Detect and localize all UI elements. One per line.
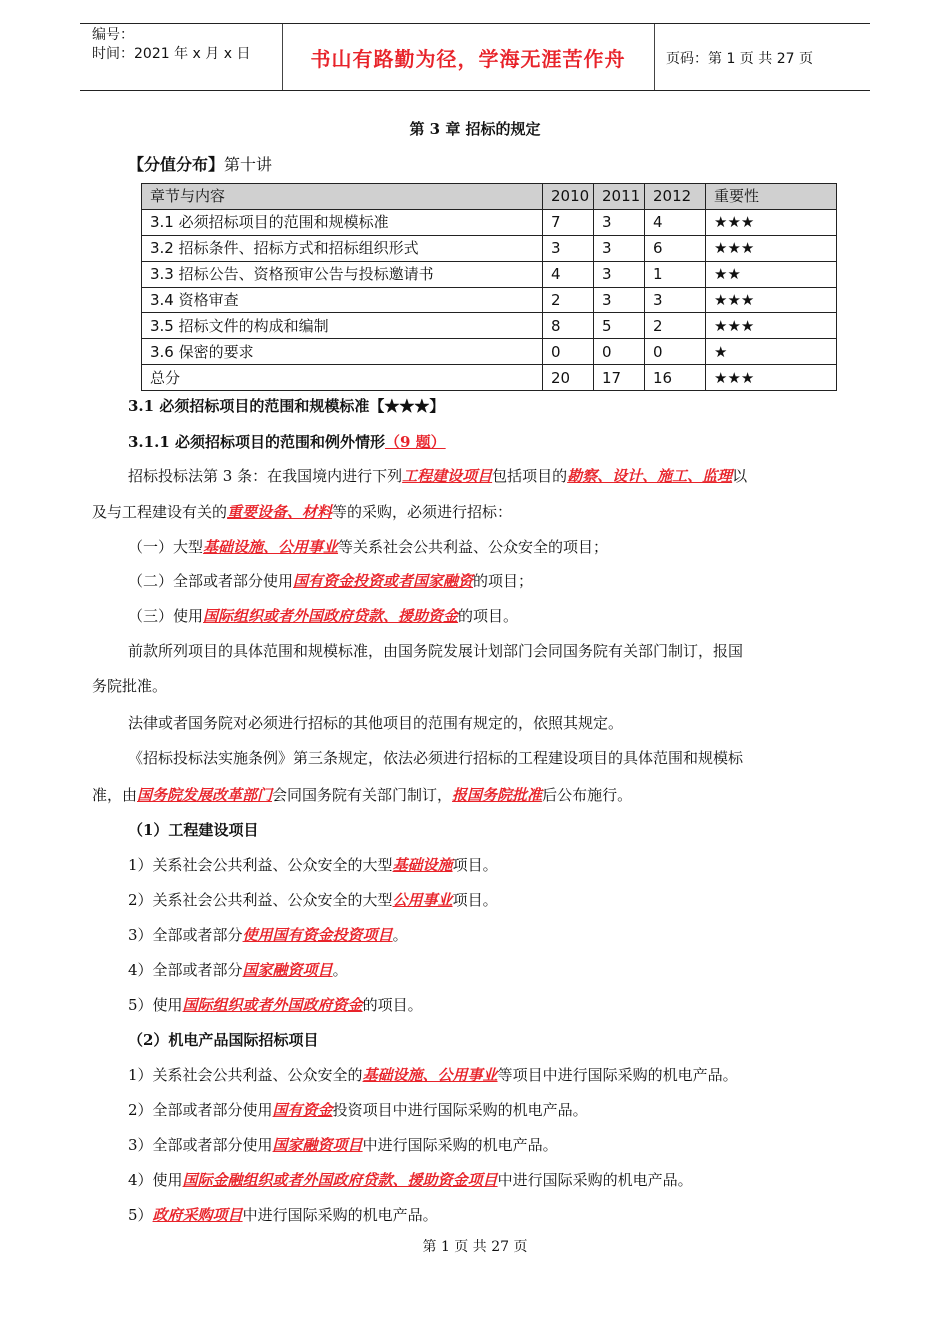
text-run: 等的采购，必须进行招标： (332, 503, 513, 521)
highlight-text: 国际金融组织或者外国政府贷款、援助资金项目 (182, 1171, 498, 1189)
list-item (128, 995, 423, 1015)
table-cell: 7 (543, 209, 594, 235)
table-header-row (142, 184, 837, 210)
table-row (142, 339, 837, 365)
highlight-text: 勘察、设计、施工、监理 (567, 467, 733, 485)
table-row (142, 261, 837, 287)
text-run: 4）全部或者部分 (128, 961, 243, 979)
table-row (142, 235, 837, 261)
table-cell: 0 (594, 339, 645, 365)
table-cell: 3.1 必须招标项目的范围和规模标准 (142, 209, 543, 235)
table-cell: 1 (645, 261, 706, 287)
text-run: （三）使用 (128, 607, 204, 625)
table-cell: 3 (594, 209, 645, 235)
text-run: 中进行国际采购的机电产品。 (242, 1206, 438, 1224)
text-run: 中进行国际采购的机电产品。 (362, 1136, 558, 1154)
table-header-cell: 2010 (543, 184, 594, 210)
table-cell: 17 (594, 365, 645, 391)
text-run: 会同国务院有关部门制订， (272, 786, 453, 804)
table-header-cell: 2012 (645, 184, 706, 210)
paragraph-law-article-3 (128, 466, 747, 486)
subsection-heading: （1）工程建设项目 (128, 821, 259, 839)
highlight-text: 国家融资项目 (272, 1136, 363, 1154)
table-cell: 0 (543, 339, 594, 365)
table-cell: 3.6 保密的要求 (142, 339, 543, 365)
highlight-text: 政府采购项目 (152, 1206, 243, 1224)
section-heading-3-1: 3.1 必须招标项目的范围和规模标准【★★★】 (128, 397, 445, 415)
table-row (142, 287, 837, 313)
list-item (128, 925, 408, 945)
list-item (128, 1170, 693, 1190)
table-row (142, 313, 837, 339)
highlight-text: 基础设施 (392, 856, 453, 874)
table-cell: 3.4 资格审查 (142, 287, 543, 313)
paragraph-line: 前款所列项目的具体范围和规模标准，由国务院发展计划部门会同国务院有关部门制订，报国 (128, 642, 744, 660)
header-top-rule (80, 23, 870, 24)
table-cell: 3.3 招标公告、资格预审公告与投标邀请书 (142, 261, 543, 287)
list-item (128, 890, 498, 910)
list-item (128, 606, 518, 626)
paragraph-line: 《招标投标法实施条例》第三条规定，依法必须进行招标的工程建设项目的具体范围和规模标 (128, 749, 744, 767)
doc-time-label: 时间：2021 年 x 月 x 日 (92, 46, 251, 62)
header-meta (92, 26, 250, 64)
table-cell: ★ (706, 339, 837, 365)
table-cell: ★★★ (706, 313, 837, 339)
table-cell: 3.2 招标条件、招标方式和招标组织形式 (142, 235, 543, 261)
table-header-cell: 2011 (594, 184, 645, 210)
table-cell: 4 (645, 209, 706, 235)
text-run: 3）全部或者部分 (128, 926, 243, 944)
text-run: 的项目。 (362, 996, 423, 1014)
table-row-total (142, 365, 837, 391)
highlight-text: 工程建设项目 (402, 467, 493, 485)
score-text: 第十讲 (224, 155, 273, 174)
score-distribution (128, 152, 272, 175)
text-run: 以 (732, 467, 748, 485)
table-cell: 5 (594, 313, 645, 339)
table-cell: 6 (645, 235, 706, 261)
doc-number-label: 编号： (92, 27, 134, 43)
paragraph-line (92, 502, 512, 522)
table-cell: ★★ (706, 261, 837, 287)
list-item (128, 855, 498, 875)
score-table (141, 183, 837, 391)
table-cell: 总分 (142, 365, 543, 391)
text-run: （二）全部或者部分使用 (128, 572, 294, 590)
chapter-title: 第 3 章 招标的规定 (409, 120, 541, 138)
text-run: 5）使用 (128, 996, 183, 1014)
table-cell: 2 (645, 313, 706, 339)
text-run: 中进行国际采购的机电产品。 (497, 1171, 693, 1189)
text-run: 5） (128, 1206, 153, 1224)
table-cell: 16 (645, 365, 706, 391)
highlight-text: 基础设施、公用事业 (362, 1066, 498, 1084)
text-run: 。 (392, 926, 408, 944)
list-item (128, 1205, 438, 1225)
table-row (142, 209, 837, 235)
header-page-label: 页码：第 1 页 共 27 页 (666, 51, 813, 67)
table-cell: 3 (645, 287, 706, 313)
highlight-text: 基础设施、公用事业 (203, 538, 339, 556)
list-item (128, 1100, 588, 1120)
paragraph-line (92, 785, 632, 805)
text-run: （一）大型 (128, 538, 204, 556)
text-run: 2）全部或者部分使用 (128, 1101, 273, 1119)
header-bottom-rule (80, 90, 870, 91)
list-item (128, 571, 533, 591)
list-item (128, 1135, 558, 1155)
text-run: 项目。 (452, 891, 498, 909)
header-motto: 书山有路勤为径，学海无涯苦作舟 (310, 47, 626, 71)
table-cell: 20 (543, 365, 594, 391)
header-divider-right (654, 24, 655, 90)
text-run: 投资项目中进行国际采购的机电产品。 (332, 1101, 588, 1119)
table-cell: 2 (543, 287, 594, 313)
highlight-text: 国有资金投资或者国家融资 (293, 572, 474, 590)
text-run: 等项目中进行国际采购的机电产品。 (497, 1066, 738, 1084)
text-run: 项目。 (452, 856, 498, 874)
text-run: 2）关系社会公共利益、公众安全的大型 (128, 891, 393, 909)
table-cell: 3 (594, 261, 645, 287)
table-cell: 8 (543, 313, 594, 339)
list-item (128, 537, 608, 557)
table-cell: 3 (594, 287, 645, 313)
table-cell: 3.5 招标文件的构成和编制 (142, 313, 543, 339)
highlight-text: 使用国有资金投资项目 (242, 926, 393, 944)
highlight-text: 报国务院批准 (452, 786, 543, 804)
paragraph-line: 务院批准。 (92, 677, 168, 695)
score-label: 【分值分布】 (128, 155, 225, 174)
text-run: 4）使用 (128, 1171, 183, 1189)
highlight-text: 国务院发展改革部门 (137, 786, 273, 804)
page-footer: 第 1 页 共 27 页 (422, 1239, 528, 1255)
text-run: 包括项目的 (492, 467, 568, 485)
table-header-cell: 重要性 (706, 184, 837, 210)
subsection-heading: （2）机电产品国际招标项目 (128, 1031, 319, 1049)
text-run: 3）全部或者部分使用 (128, 1136, 273, 1154)
table-cell: 3 (594, 235, 645, 261)
section-heading-3-1-1 (128, 432, 446, 452)
text-run: 招标投标法第 3 条：在我国境内进行下列 (128, 467, 403, 485)
text-run: 的项目； (473, 572, 534, 590)
highlight-text: 国家融资项目 (242, 961, 333, 979)
list-item (128, 960, 348, 980)
text-run: 1）关系社会公共利益、公众安全的大型 (128, 856, 393, 874)
text-run: 的项目。 (458, 607, 519, 625)
text-run: 后公布施行。 (542, 786, 633, 804)
table-cell: 4 (543, 261, 594, 287)
question-count-note: （9 题） (384, 433, 446, 451)
list-item (128, 1065, 738, 1085)
highlight-text: 公用事业 (392, 891, 453, 909)
highlight-text: 国际组织或者外国政府贷款、援助资金 (203, 607, 459, 625)
text-run: 准，由 (92, 786, 138, 804)
table-cell: ★★★ (706, 235, 837, 261)
text-run: 等关系社会公共利益、公众安全的项目； (338, 538, 609, 556)
text-run: 。 (332, 961, 348, 979)
table-cell: 0 (645, 339, 706, 365)
paragraph-line: 法律或者国务院对必须进行招标的其他项目的范围有规定的，依照其规定。 (128, 714, 624, 732)
table-cell: ★★★ (706, 365, 837, 391)
table-cell: ★★★ (706, 287, 837, 313)
text-run: 1）关系社会公共利益、公众安全的 (128, 1066, 363, 1084)
highlight-text: 国有资金 (272, 1101, 333, 1119)
table-cell: ★★★ (706, 209, 837, 235)
table-cell: 3 (543, 235, 594, 261)
highlight-text: 国际组织或者外国政府资金 (182, 996, 363, 1014)
highlight-text: 重要设备、材料 (227, 503, 333, 521)
section-heading-text: 3.1.1 必须招标项目的范围和例外情形 (128, 433, 385, 451)
table-header-cell: 章节与内容 (142, 184, 543, 210)
text-run: 及与工程建设有关的 (92, 503, 228, 521)
